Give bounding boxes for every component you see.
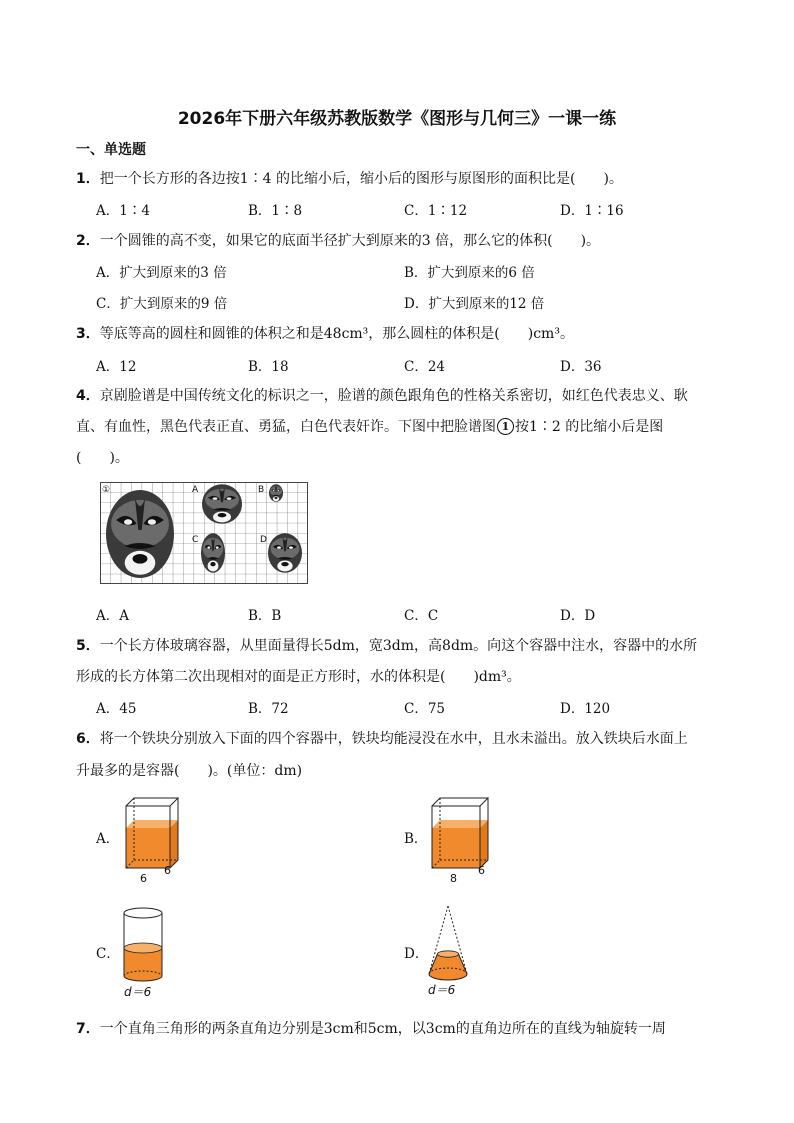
q3-option-b: B．18 [248,359,289,375]
container-b-length-label: 8 [450,872,457,885]
container-b-cuboid [428,792,492,886]
figure-label-d: D [260,535,267,545]
question-number: 5． [76,638,100,654]
question-text: 等底等高的圆柱和圆锥的体积之和是48cm³，那么圆柱的体积是( )cm³。 [99,326,574,342]
question-4-line-1 [76,385,688,405]
q4-option-c: C．C [404,608,439,624]
q5-option-d: D．120 [560,701,611,717]
figure-label-b: B [258,485,265,495]
figure-label-c: C [192,535,199,545]
q2-option-b: B．扩大到原来的6 倍 [404,265,535,281]
section-heading: 一、单选题 [76,142,146,158]
q3-option-a: A．12 [96,359,137,375]
question-number: 1． [76,171,100,187]
q4-option-a: A．A [96,608,129,624]
q5-option-a: A．45 [96,701,137,717]
question-text: 直、有血性，黑色代表正直、勇猛，白色代表奸诈。下图中把脸谱图 [76,419,496,435]
q2-option-d: D．扩大到原来的12 倍 [404,296,545,312]
question-text: 京剧脸谱是中国传统文化的标识之一，脸谱的颜色跟角色的性格关系密切，如红色代表忠义、耿 [99,388,688,404]
face-b [269,484,283,502]
q3-option-c: C．24 [404,359,446,375]
q1-option-d: D．1∶16 [560,203,624,219]
question-text: 一个圆锥的高不变，如果它的底面半径扩大到原来的3 倍，那么它的体积( )。 [99,233,601,249]
face-d [268,533,302,573]
face-a [202,484,242,524]
question-5-line-1 [76,635,697,655]
question-number: 2． [76,233,100,249]
question-number: 6． [76,731,100,747]
container-a-cuboid [118,792,182,886]
figure-label-original: ① [102,485,111,495]
face-original [106,490,174,578]
q2-option-a: A．扩大到原来的3 倍 [96,265,227,281]
page-title: 2026年下册六年级苏教版数学《图形与几何三》一课一练 [177,109,617,129]
q4-option-d: D．D [560,608,596,624]
container-c-cylinder [116,904,172,1000]
question-number: 3． [76,326,100,342]
q6-option-a: A． [96,831,120,847]
q3-option-d: D．36 [560,359,602,375]
figure-label-a: A [192,485,199,495]
container-b-width-label: 6 [478,864,485,877]
question-text: 一个长方体玻璃容器，从里面量得长5dm，宽3dm，高8dm。向这个容器中注水，容器中的水所 [99,638,698,654]
question-7 [76,1018,666,1038]
question-text: 把一个长方形的各边按1∶4 的比缩小后，缩小后的图形与原图形的面积比是( )。 [99,171,623,187]
question-text: 将一个铁块分别放入下面的四个容器中，铁块均能浸没在水中，且水未溢出。放入铁块后水面上 [99,731,688,747]
container-a-width-label: 6 [164,864,171,877]
q5-option-b: B．72 [248,701,289,717]
question-4-line-3: ( )。 [76,450,129,466]
container-d-cone [424,902,472,1000]
q6-option-b: B． [404,831,428,847]
question-number: 4． [76,388,100,404]
q6-option-c: C． [96,946,120,962]
container-a-length-label: 6 [140,872,147,885]
q2-option-c: C．扩大到原来的9 倍 [96,296,228,312]
q1-option-c: C．1∶12 [404,203,468,219]
circled-number: 1 [497,418,514,435]
q1-option-a: A．1∶4 [96,203,150,219]
q5-option-c: C．75 [404,701,446,717]
question-1 [76,168,623,188]
question-4-line-2 [76,416,663,436]
question-2 [76,230,600,250]
question-6-line-2: 升最多的是容器( )。(单位：dm) [76,763,303,779]
question-6-line-1 [76,728,688,748]
q6-option-d: D． [404,946,429,962]
question-3 [76,323,574,343]
q4-option-b: B．B [248,608,282,624]
question-text: 按1∶2 的比缩小后是图 [515,419,664,435]
question-5-line-2: 形成的长方体第二次出现相对的面是正方形时，水的体积是( )dm³。 [76,669,521,685]
question-text: 一个直角三角形的两条直角边分别是3cm和5cm，以3cm的直角边所在的直线为轴旋转一周 [99,1021,666,1037]
q1-option-b: B．1∶8 [248,203,303,219]
question-number: 7． [76,1021,100,1037]
face-c [201,533,225,573]
container-d-diameter-label: d＝6 [428,983,456,997]
face-mask-grid-figure [100,482,308,584]
container-c-diameter-label: d＝6 [124,985,152,999]
